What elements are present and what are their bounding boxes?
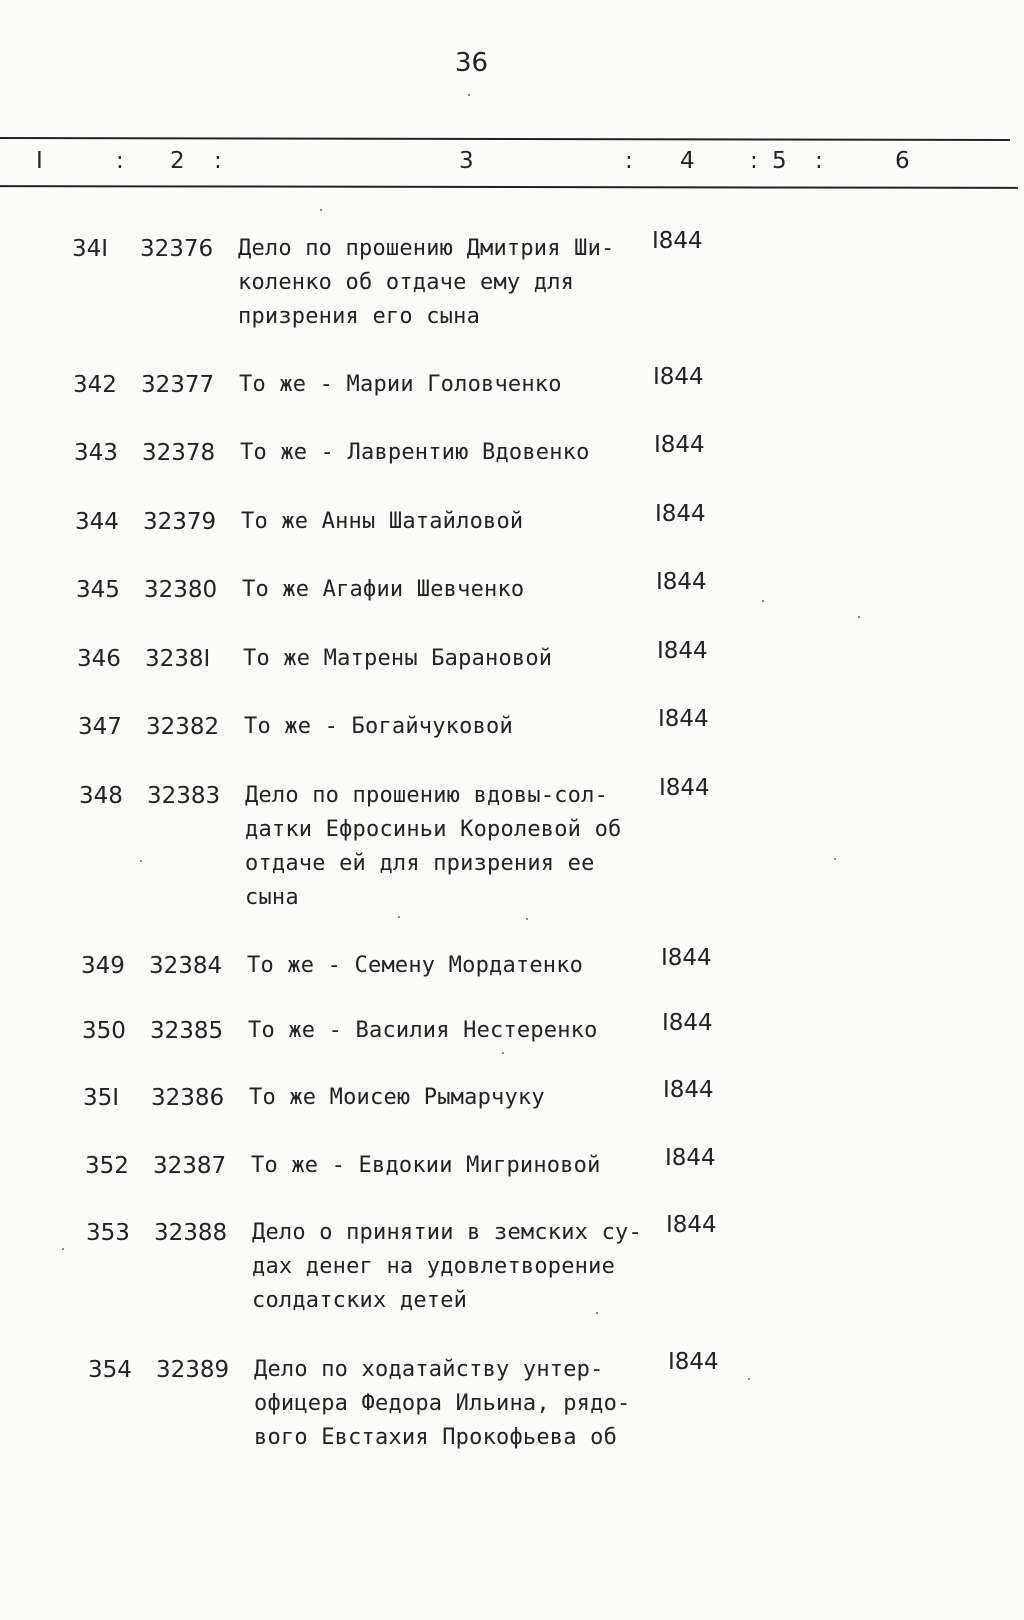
column-separator: : <box>815 148 823 174</box>
entry-code: 32379 <box>143 509 217 535</box>
entry-title: Дело о принятии в земских су- дах денег на удовлетворение солдатских детей <box>252 1220 642 1313</box>
entry-number: 349 <box>81 953 125 979</box>
entry-code: 3238I <box>145 646 211 672</box>
scan-speck <box>748 1378 750 1380</box>
scan-speck <box>596 1312 598 1314</box>
entry-number: 343 <box>74 440 118 466</box>
entry-code: 32387 <box>153 1153 227 1179</box>
column-separator: : <box>116 148 124 174</box>
entry-title: То же - Марии Головченко <box>239 372 562 397</box>
entry-year: I844 <box>656 569 707 595</box>
entry-number: 347 <box>78 714 122 740</box>
entry-code: 32385 <box>150 1018 224 1044</box>
entry-number: 348 <box>79 783 123 809</box>
entry-code: 32384 <box>149 953 223 979</box>
entry-number: 342 <box>73 372 117 398</box>
column-separator: : <box>750 148 758 174</box>
entry-number: 346 <box>77 646 121 672</box>
entry-number: 35I <box>83 1085 120 1111</box>
scan-speck <box>858 616 860 618</box>
scan-speck <box>398 916 400 918</box>
entry-year: I844 <box>658 706 709 732</box>
scan-speck <box>140 860 142 862</box>
entry-title: То же - Лаврентию Вдовенко <box>240 440 590 465</box>
entry-number: 345 <box>76 577 120 603</box>
column-separator: : <box>214 148 222 174</box>
column-header-2: 2 <box>170 148 185 174</box>
entry-year: I844 <box>661 945 712 971</box>
column-header-3: 3 <box>459 148 474 174</box>
entry-code: 32382 <box>146 714 220 740</box>
entry-title: То же - Богайчуковой <box>244 714 513 739</box>
entry-year: I844 <box>653 364 704 390</box>
entry-title: То же Анны Шатайловой <box>241 509 524 534</box>
entry-code: 32388 <box>154 1220 228 1246</box>
column-header-4: 4 <box>680 148 695 174</box>
entry-year: I844 <box>657 638 708 664</box>
entry-title: Дело по прошению вдовы-сол- датки Ефросиньи Королевой об отдаче ей для призрения ее сына <box>245 783 622 910</box>
entry-title: То же - Василия Нестеренко <box>248 1018 598 1043</box>
entry-title: То же Моисею Рымарчуку <box>249 1085 545 1110</box>
scan-speck <box>62 1248 64 1250</box>
column-header-6: 6 <box>895 148 910 174</box>
entry-title: То же Агафии Шевченко <box>242 577 525 602</box>
entry-title: То же - Семену Мордатенко <box>247 953 584 978</box>
entry-number: 344 <box>75 509 119 535</box>
scan-speck <box>762 600 764 602</box>
entry-year: I844 <box>668 1349 719 1375</box>
entry-number: 353 <box>86 1220 130 1246</box>
scan-speck <box>468 94 470 96</box>
entry-number: 354 <box>88 1357 132 1383</box>
entry-title: То же Матрены Барановой <box>243 646 553 671</box>
entry-year: I844 <box>654 432 705 458</box>
entry-title: Дело по ходатайству унтер- офицера Федора Ильина, рядо- вого Евстахия Прокофьева об <box>254 1357 631 1450</box>
entry-title: Дело по прошению Дмитрия Ши- коленко об отдаче ему для призрения его сына <box>238 236 615 329</box>
entry-code: 32389 <box>156 1357 230 1383</box>
entry-code: 32377 <box>141 372 215 398</box>
entry-title: То же - Евдокии Мигриновой <box>251 1153 601 1178</box>
entry-number: 34I <box>72 236 109 262</box>
page-number: 36 <box>455 48 489 78</box>
scan-speck <box>320 209 322 211</box>
entry-code: 32376 <box>140 236 214 262</box>
entry-number: 350 <box>82 1018 126 1044</box>
entry-code: 32383 <box>147 783 221 809</box>
entry-year: I844 <box>652 228 703 254</box>
entry-year: I844 <box>665 1145 716 1171</box>
entry-year: I844 <box>663 1077 714 1103</box>
entry-year: I844 <box>655 501 706 527</box>
entry-code: 32386 <box>151 1085 225 1111</box>
column-separator: : <box>625 148 633 174</box>
entry-year: I844 <box>666 1212 717 1238</box>
column-header-5: 5 <box>772 148 787 174</box>
scan-speck <box>502 1052 504 1054</box>
entry-code: 32378 <box>142 440 216 466</box>
scan-speck <box>834 858 836 860</box>
entry-number: 352 <box>85 1153 129 1179</box>
column-header-1: I <box>36 148 43 174</box>
scan-speck <box>526 918 528 920</box>
entry-year: I844 <box>662 1010 713 1036</box>
entry-year: I844 <box>659 775 710 801</box>
entry-code: 32380 <box>144 577 218 603</box>
